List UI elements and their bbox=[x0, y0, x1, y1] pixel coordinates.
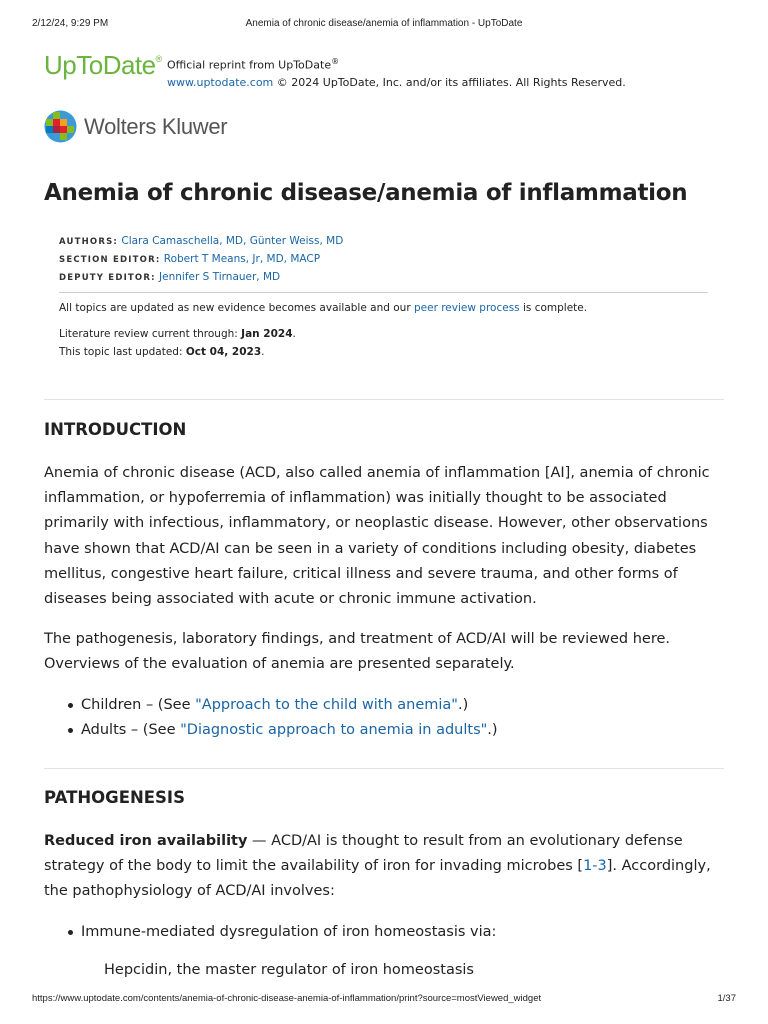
reprint-notice bbox=[167, 53, 626, 91]
list-item: Immune-mediated dysregulation of iron homeostasis via: bbox=[66, 920, 496, 945]
section-editor-label: SECTION EDITOR: bbox=[59, 255, 161, 265]
pathogenesis-text-end: ]. Accordingly, the pathophysiology of ACD/AI involves: bbox=[44, 858, 711, 900]
list-item-text: Children – (See bbox=[81, 697, 196, 713]
last-updated-value: Oct 04, 2023 bbox=[185, 345, 262, 358]
divider bbox=[44, 399, 724, 400]
section-editor-link[interactable]: Robert T Means, Jr, MD, MACP bbox=[163, 253, 321, 265]
print-url: https://www.uptodate.com/contents/anemia-of-chronic-disease-anemia-of-inflammation/print?source=mostViewed_widget bbox=[32, 993, 542, 1004]
reduced-iron-heading: Reduced iron availability bbox=[44, 833, 248, 849]
update-note-text: All topics are updated as new evidence becomes available and our bbox=[59, 302, 414, 314]
divider bbox=[59, 292, 708, 293]
last-updated-label: This topic last updated: bbox=[59, 345, 186, 358]
print-header bbox=[0, 18, 768, 32]
introduction-paragraph-2: The pathogenesis, laboratory findings, and treatment of ACD/AI will be reviewed here. Overviews of the evaluation of anemia are presented separately. bbox=[44, 631, 670, 673]
pathogenesis-paragraph bbox=[44, 829, 724, 905]
update-note bbox=[59, 300, 587, 317]
topic-title: Anemia of chronic disease/anemia of inflammation bbox=[44, 180, 688, 206]
literature-review-info: Literature review current through: Jan 2024. This topic last updated: Oct 04, 2023. bbox=[59, 328, 296, 358]
lit-review-label: Literature review current through: bbox=[59, 328, 242, 340]
adult-anemia-link[interactable]: "Diagnostic approach to anemia in adults" bbox=[180, 722, 488, 739]
reprint-text: Official reprint from UpToDate bbox=[167, 58, 332, 72]
introduction-paragraph-1: Anemia of chronic disease (ACD, also called anemia of inflammation [AI], anemia of chronic inflammation, or hypoferremia of inflammation) was initially thought to be associated primarily with infectious, inflammatory, or neoplastic disease. However, other observations have shown that ACD/AI can be seen in a variety of conditions including obesity, diabetes mellitus, congestive heart failure, critical illness and severe trauma, and other forms of diseases being associated with acute or chronic immune activation. bbox=[44, 465, 710, 608]
see-also-list bbox=[66, 693, 498, 743]
print-date: 2/12/24, 9:29 PM bbox=[32, 18, 109, 29]
authors-link[interactable]: Clara Camaschella, MD, Günter Weiss, MD bbox=[121, 235, 344, 247]
list-item-text: Adults – (See bbox=[81, 722, 181, 739]
list-item bbox=[66, 718, 498, 743]
wolters-kluwer-mark-icon bbox=[44, 110, 77, 143]
deputy-editor-label: DEPUTY EDITOR: bbox=[59, 273, 156, 283]
divider bbox=[44, 768, 724, 769]
uptodate-logo[interactable] bbox=[44, 50, 162, 81]
reference-link[interactable]: 1-3 bbox=[583, 858, 607, 875]
pathogenesis-heading: PATHOGENESIS bbox=[44, 788, 185, 807]
authors-label: AUTHORS: bbox=[59, 237, 119, 247]
pathophysiology-list bbox=[66, 920, 496, 945]
introduction-heading: INTRODUCTION bbox=[44, 420, 187, 439]
list-item-text-end: .) bbox=[487, 722, 498, 739]
peer-review-link[interactable]: peer review process bbox=[413, 302, 520, 314]
copyright-text: © 2024 UpToDate, Inc. and/or its affiliates. All Rights Reserved. bbox=[273, 75, 626, 89]
reprint-reg: ® bbox=[331, 57, 340, 66]
update-note-text-end: is complete. bbox=[519, 302, 588, 314]
print-page-number: 1/37 bbox=[717, 993, 736, 1004]
print-footer bbox=[0, 993, 768, 1007]
uptodate-logo-text: UpToDate bbox=[44, 50, 156, 80]
pathogenesis-text: — ACD/AI is thought to result from an evolutionary defense strategy of the body to limit the availability of iron for invading microbes [ bbox=[44, 833, 683, 875]
deputy-editor-link[interactable]: Jennifer S Tirnauer, MD bbox=[159, 271, 281, 283]
list-item-text-end: .) bbox=[457, 697, 469, 713]
uptodate-logo-reg: ® bbox=[155, 54, 162, 64]
topic-contributors bbox=[59, 233, 343, 287]
child-anemia-link[interactable]: "Approach to the child with anemia" bbox=[195, 697, 458, 713]
list-item bbox=[66, 693, 498, 718]
uptodate-site-link[interactable]: www.uptodate.com bbox=[167, 75, 274, 89]
lit-review-value: Jan 2024 bbox=[241, 328, 293, 340]
hepcidin-subheading: Hepcidin, the master regulator of iron homeostasis bbox=[104, 962, 474, 978]
print-doc-title: Anemia of chronic disease/anemia of inflammation - UpToDate bbox=[245, 18, 523, 29]
wolters-kluwer-wordmark: Wolters Kluwer bbox=[84, 114, 228, 139]
